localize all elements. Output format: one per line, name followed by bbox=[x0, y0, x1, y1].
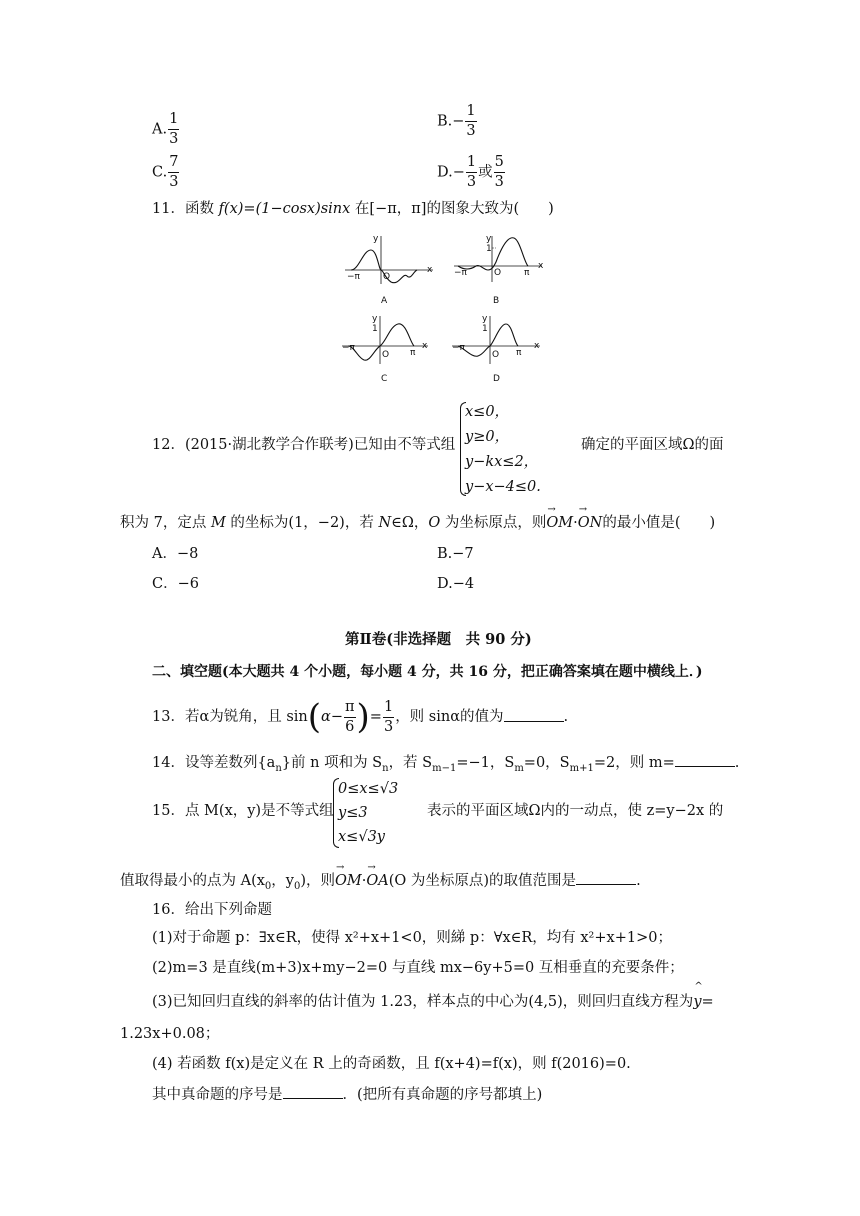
q12-stem: 12．(2015·湖北教学合作联考)已知由不等式组 bbox=[152, 437, 456, 453]
q16-proposition-3: (3)已知回归直线的斜率的估计值为 1.23，样本点的中心为(4,5)，则回归直线方程为 ^ y= bbox=[152, 981, 714, 1010]
q14: 14．设等差数列$\{a_n\}$前 n 项和为 $S_n$，若 $S_{m-1}=-1$，$S_m=0$，$S_{m+1}=2$，则 m= . bbox=[152, 755, 740, 774]
q11-graph-b: y 1 −π O π x bbox=[454, 234, 544, 278]
q16-title: 16．给出下列命题 bbox=[152, 902, 272, 918]
q16-answer-line: 其中真命题的序号是 ．(把所有真命题的序号都填上) bbox=[152, 1087, 543, 1103]
q12-line2: 积为 7，定点 M 的坐标为(1，−2)，若 N∈Ω，O 为坐标原点，则→ OM·→ ON的最小值是( ) bbox=[120, 516, 715, 531]
q16-proposition-3-cont: 1.23x+0.08； bbox=[120, 1026, 220, 1042]
q10-option-d: D.− $\frac{1}{3}$ 或 $\frac{5}{3}$ bbox=[437, 154, 504, 191]
q16-answer-blank[interactable] bbox=[283, 1086, 343, 1099]
q12-ineq: y−x−4≤0. bbox=[465, 479, 541, 495]
q12-inequalities bbox=[465, 400, 541, 500]
q15-line2: 值取得最小的点为 $A(x_0$，$y_0$)，则→ OM·→ OA(O 为坐标原点)的取值范围是 . bbox=[120, 872, 641, 892]
q11-graph-a-label: A bbox=[381, 296, 388, 306]
q12-option-c: C．−6 bbox=[152, 576, 199, 592]
q15-stem: 15．点 M(x，y)是不等式组 bbox=[152, 803, 334, 819]
q12-ineq: y−kx≤2， bbox=[465, 454, 539, 470]
q10-option-a: A. $\frac{1}{3}$ bbox=[152, 111, 179, 148]
q11-graph-d-label: D bbox=[493, 374, 500, 384]
q12-option-b: B.−7 bbox=[437, 546, 474, 562]
q16-proposition-2: (2)m=3 是直线(m+3)x+my−2=0 与直线 mx−6y+5=0 互相垂直的充要条件； bbox=[152, 960, 684, 976]
q12-ineq: y≥0， bbox=[465, 429, 510, 445]
q11-stem: 11．函数 f(x)=(1−cosx)sinx 在[−π，π]的图象大致为( ) bbox=[152, 201, 554, 217]
q15-stem-right: 表示的平面区域Ω内的一动点，使 z=y−2x 的 bbox=[427, 803, 724, 819]
q10-option-b: B.− $\frac{1}{3}$ bbox=[437, 103, 476, 140]
q16-proposition-4: (4) 若函数 f(x)是定义在 R 上的奇函数，且 f(x+4)=f(x)，则 f(2016)=0. bbox=[152, 1056, 631, 1072]
q15-ineq: 0≤x≤√3 bbox=[338, 781, 399, 797]
q11-graph-b-label: B bbox=[493, 296, 500, 306]
q13: 13．若α为锐角，且 sin(α− $\frac{\pi}{6}$ )= $\frac{1}{3}$ ，则 sinα的值为 . bbox=[152, 697, 569, 738]
q12-stem-right: 确定的平面区域Ω的面 bbox=[581, 437, 724, 453]
q11-graph-a: y −π O x bbox=[347, 234, 433, 282]
q11-graph-c: y 1 −π O π x bbox=[342, 314, 428, 360]
q10-option-c: C. $\frac{7}{3}$ bbox=[152, 154, 179, 191]
q13-answer-blank[interactable] bbox=[504, 709, 564, 722]
q15-answer-blank[interactable] bbox=[576, 872, 636, 885]
q11-graph-c-label: C bbox=[381, 374, 388, 384]
q14-answer-blank[interactable] bbox=[675, 754, 735, 767]
part2-title: 第Ⅱ卷(非选择题 共 90 分) bbox=[345, 631, 532, 648]
q15-inequalities bbox=[338, 777, 398, 849]
q16-proposition-1: (1)对于命题 p：∃x∈R，使得 x²+x+1<0，则綈 p：∀x∈R，均有 x²+x+1>0； bbox=[152, 930, 672, 946]
q12-ineq: x≤0， bbox=[465, 404, 510, 420]
q11-graph-d: y 1 −π O π x bbox=[452, 314, 540, 360]
q15-ineq: y≤3 bbox=[338, 805, 368, 821]
q12-option-d: D.−4 bbox=[437, 576, 475, 592]
section-fill-in: 二、填空题(本大题共 4 个小题，每小题 4 分，共 16 分，把正确答案填在题中横线上．) bbox=[152, 664, 703, 680]
q15-ineq: x≤√3y bbox=[338, 829, 385, 845]
q12-option-a: A．−8 bbox=[152, 546, 199, 562]
